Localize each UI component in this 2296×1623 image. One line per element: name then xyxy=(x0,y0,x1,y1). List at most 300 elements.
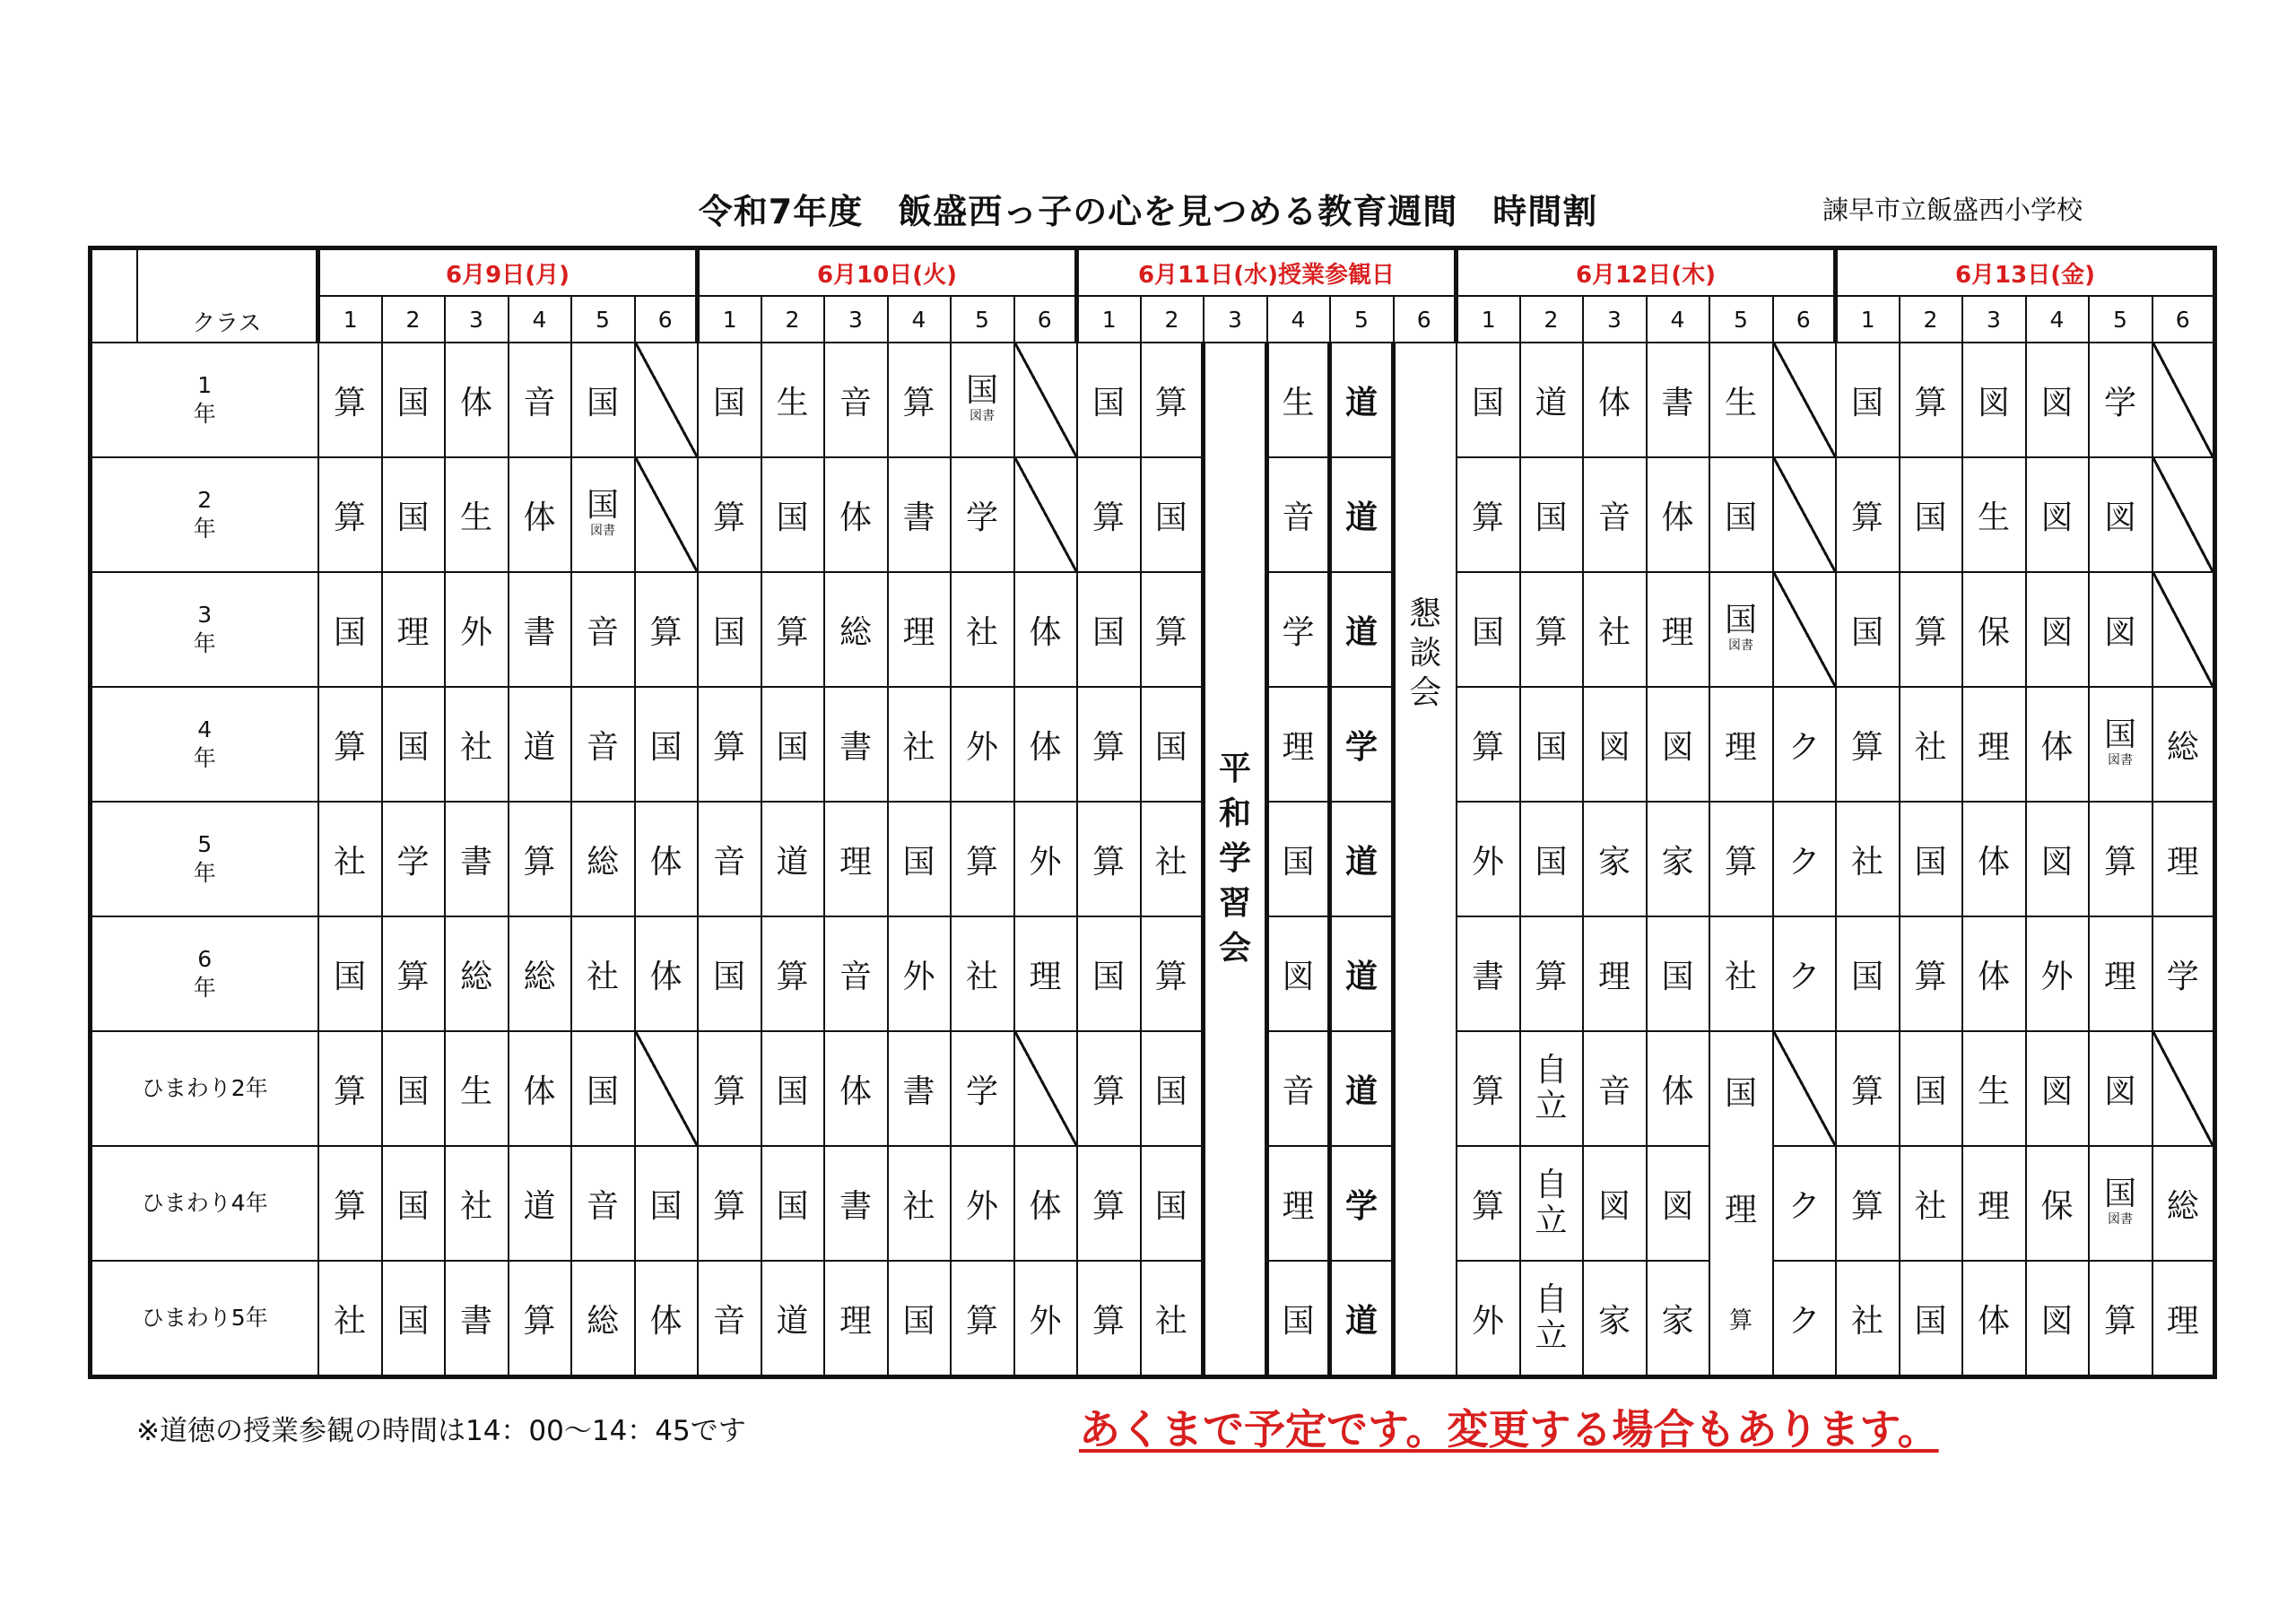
subject-label: 社 xyxy=(965,958,998,995)
subject-label: 音 xyxy=(586,613,619,651)
subject-cell xyxy=(1457,687,1520,802)
subject-label: 書 xyxy=(523,613,556,651)
subject-cell xyxy=(2152,1031,2215,1146)
subject-cell xyxy=(1267,343,1330,457)
subject-label: 外 xyxy=(1029,1302,1062,1340)
subject-label: 図 xyxy=(2040,1072,2074,1110)
subject-cell xyxy=(761,572,824,687)
subject-label: 国 xyxy=(1724,499,1757,536)
subject-cell xyxy=(888,457,951,572)
class-number: 6 xyxy=(197,946,213,972)
subject-label: 体 xyxy=(2040,728,2074,766)
subject-cell xyxy=(2026,687,2089,802)
subject-cell xyxy=(1900,687,1962,802)
subject-cell xyxy=(951,802,1014,916)
subject-cell xyxy=(1962,572,2026,687)
subject-label: 算 xyxy=(712,728,745,766)
subject-cell xyxy=(1520,687,1583,802)
subject-label: 理 xyxy=(1977,1187,2010,1225)
class-year: 年 xyxy=(193,516,216,542)
subject-cell xyxy=(2089,343,2152,457)
subject-label: 外 xyxy=(1471,1302,1504,1340)
subject-cell xyxy=(635,802,698,916)
subject-label xyxy=(2104,1176,2136,1227)
subject-label: 体 xyxy=(1029,728,1062,766)
class-number: 3 xyxy=(197,602,213,628)
subject-label: 図 xyxy=(1597,728,1631,766)
subject-label: 理 xyxy=(2166,843,2199,881)
subject-label: 社 xyxy=(1850,1302,1883,1340)
subject-cell xyxy=(635,916,698,1031)
subject-label: 体 xyxy=(649,1302,683,1340)
subject-label: 書 xyxy=(839,1187,872,1225)
parent-meeting-label: 懇談会 xyxy=(1409,595,1442,711)
subject-cell xyxy=(1836,687,1900,802)
period-number: 6 xyxy=(1394,296,1457,343)
subject-label: 社 xyxy=(1154,1302,1187,1340)
subject-cell xyxy=(1900,1261,1962,1377)
subject-label: 国 xyxy=(333,958,366,995)
subject-label: 算 xyxy=(2103,1302,2136,1340)
subject-cell xyxy=(571,457,635,572)
subject-cell xyxy=(1520,343,1583,457)
subject-label: 社 xyxy=(333,1302,366,1340)
subject-label: 国 xyxy=(712,958,745,995)
subject-label: 道 xyxy=(776,843,809,881)
subject-label: ク xyxy=(1787,958,1821,995)
subject-cell xyxy=(824,457,888,572)
subject-label: 音 xyxy=(712,1302,745,1340)
subject-cell xyxy=(1709,916,1773,1031)
subject-cell xyxy=(1457,802,1520,916)
subject-label: 算 xyxy=(333,1072,366,1110)
period-number: 5 xyxy=(1709,296,1773,343)
subject-cell xyxy=(951,1031,1014,1146)
subject-cell xyxy=(382,1146,445,1261)
subject-label: 図 xyxy=(2040,499,2074,536)
period-number: 1 xyxy=(1457,296,1520,343)
subject-label: 国 xyxy=(396,1072,430,1110)
subject-label: 体 xyxy=(839,499,872,536)
subject-label: 音 xyxy=(523,384,556,421)
subject-label: 社 xyxy=(586,958,619,995)
subject-label: ク xyxy=(1787,728,1821,766)
subject-cell xyxy=(1709,572,1773,687)
subject-cell xyxy=(1836,916,1900,1031)
subject-cell xyxy=(698,343,761,457)
subject-cell xyxy=(1962,1031,2026,1146)
subject-label: 学 xyxy=(1282,613,1315,651)
subject-cell xyxy=(888,687,951,802)
subject-label: 国 xyxy=(1850,958,1883,995)
subject-cell xyxy=(382,802,445,916)
subject-label: 算 xyxy=(1471,1187,1504,1225)
subject-label: 国 xyxy=(1535,728,1568,766)
subject-main: 国 xyxy=(586,486,619,524)
subject-cell xyxy=(1141,687,1204,802)
subject-label: 総 xyxy=(523,958,556,995)
subject-label: 算 xyxy=(1914,613,1947,651)
subject-cell xyxy=(318,343,382,457)
subject-label: 書 xyxy=(459,1302,492,1340)
library-sub-label: 図書 xyxy=(1727,638,1753,653)
subject-cell xyxy=(509,1031,571,1146)
subject-cell xyxy=(1962,343,2026,457)
subject-label: 国 xyxy=(396,1187,430,1225)
subject-label: 道 xyxy=(523,728,556,766)
subject-cell xyxy=(1457,916,1520,1031)
period-number: 3 xyxy=(824,296,888,343)
subject-cell xyxy=(888,1261,951,1377)
class-label xyxy=(91,1031,318,1146)
subject-label: 道 xyxy=(1535,384,1568,421)
subject-cell xyxy=(1962,687,2026,802)
subject-label: 算 xyxy=(1471,1072,1504,1110)
subject-cell xyxy=(1457,343,1520,457)
subject-cell xyxy=(1709,457,1773,572)
subject-label: 保 xyxy=(1977,613,2010,651)
subject-label: 算 xyxy=(1535,958,1568,995)
subject-cell xyxy=(2152,1261,2215,1377)
subject-label: 家 xyxy=(1661,1302,1694,1340)
subject-cell xyxy=(698,572,761,687)
class-label xyxy=(91,802,318,916)
subject-label xyxy=(587,488,619,538)
subject-cell xyxy=(1267,802,1330,916)
subject-label: 社 xyxy=(459,1187,492,1225)
subject-cell xyxy=(1900,1031,1962,1146)
subject-cell xyxy=(1520,1261,1583,1377)
subject-label: 理 xyxy=(839,1302,872,1340)
subject-cell xyxy=(1330,687,1394,802)
subject-cell xyxy=(1077,457,1141,572)
subject-label: 算 xyxy=(333,728,366,766)
subject-label: 道 xyxy=(1344,1302,1378,1340)
subject-label: 音 xyxy=(839,384,872,421)
subject-label: 体 xyxy=(1977,1302,2010,1340)
subject-cell xyxy=(571,572,635,687)
subject-label: 算 xyxy=(1091,1187,1125,1225)
subject-label: 国 xyxy=(1154,728,1187,766)
subject-cell xyxy=(2089,1031,2152,1146)
subject-cell xyxy=(1773,1261,1836,1377)
period-number: 6 xyxy=(635,296,698,343)
subject-cell xyxy=(2152,1146,2215,1261)
day-header: 6月10日(火) xyxy=(698,248,1077,297)
subject-cell xyxy=(761,802,824,916)
timetable xyxy=(88,246,2217,1379)
subject-label: 学 xyxy=(396,843,430,881)
subject-cell xyxy=(382,1261,445,1377)
subject-cell xyxy=(571,687,635,802)
subject-label: 算 xyxy=(776,613,809,651)
period-number: 6 xyxy=(1773,296,1836,343)
subject-cell xyxy=(509,802,571,916)
subject-label: 算 xyxy=(1728,1307,1752,1335)
subject-label: 社 xyxy=(1914,1187,1947,1225)
subject-cell xyxy=(571,1031,635,1146)
subject-label: 算 xyxy=(1154,958,1187,995)
subject-cell xyxy=(445,802,509,916)
subject-label: 理 xyxy=(902,613,935,651)
subject-label: 音 xyxy=(586,728,619,766)
subject-label: 音 xyxy=(1597,499,1631,536)
subject-label: 生 xyxy=(459,499,492,536)
class-label xyxy=(91,916,318,1031)
subject-label: 社 xyxy=(902,1187,935,1225)
subject-label: 国 xyxy=(776,499,809,536)
subject-label: 理 xyxy=(1282,728,1315,766)
subject-label: 家 xyxy=(1597,843,1631,881)
period-number: 4 xyxy=(509,296,571,343)
period-number: 2 xyxy=(1520,296,1583,343)
subject-label: 図 xyxy=(2040,384,2074,421)
subject-cell xyxy=(1330,457,1394,572)
subject-cell xyxy=(509,916,571,1031)
subject-label: 図 xyxy=(1661,1187,1694,1225)
subject-cell xyxy=(1520,802,1583,916)
subject-label: 自立 xyxy=(1535,1167,1568,1239)
subject-cell xyxy=(1962,457,2026,572)
subject-label: 算 xyxy=(902,384,935,421)
subject-cell xyxy=(509,1261,571,1377)
subject-label: 自立 xyxy=(1535,1052,1568,1124)
subject-label: 書 xyxy=(902,1072,935,1110)
subject-label: 生 xyxy=(1977,1072,2010,1110)
subject-cell xyxy=(318,916,382,1031)
subject-cell xyxy=(1709,802,1773,916)
subject-label: 算 xyxy=(712,1187,745,1225)
subject-cell xyxy=(1900,802,1962,916)
subject-cell xyxy=(1773,687,1836,802)
subject-label: 算 xyxy=(396,958,430,995)
subject-cell xyxy=(1267,687,1330,802)
subject-label: 図 xyxy=(2103,1072,2136,1110)
subject-label: 国 xyxy=(1282,1302,1315,1340)
subject-cell xyxy=(888,802,951,916)
subject-label: 理 xyxy=(1977,728,2010,766)
period-number: 1 xyxy=(698,296,761,343)
day-header: 6月11日(水)授業参観日 xyxy=(1077,248,1457,297)
subject-label: 算 xyxy=(333,1187,366,1225)
subject-main: 国 xyxy=(1724,601,1757,638)
subject-label: 算 xyxy=(649,613,683,651)
subject-cell xyxy=(1900,457,1962,572)
subject-cell xyxy=(1014,916,1077,1031)
class-year: 年 xyxy=(193,860,216,886)
class-year: ひまわり5年 xyxy=(141,1305,268,1331)
subject-label: 社 xyxy=(459,728,492,766)
subject-cell xyxy=(761,457,824,572)
peace-learning-cell xyxy=(1204,343,1267,1377)
subject-cell xyxy=(445,343,509,457)
merged-subject-stack xyxy=(1710,1032,1772,1371)
subject-label: 国 xyxy=(902,843,935,881)
subject-cell xyxy=(1330,1146,1394,1261)
subject-cell xyxy=(1014,1146,1077,1261)
period-number: 4 xyxy=(1267,296,1330,343)
subject-label: 社 xyxy=(333,843,366,881)
subject-label: 算 xyxy=(965,843,998,881)
subject-cell xyxy=(1520,1031,1583,1146)
subject-cell xyxy=(761,1031,824,1146)
library-sub-label: 図書 xyxy=(2107,1211,2133,1227)
subject-cell xyxy=(888,1031,951,1146)
subject-cell xyxy=(888,1146,951,1261)
subject-label: 理 xyxy=(2166,1302,2199,1340)
period-number: 2 xyxy=(761,296,824,343)
subject-label: 算 xyxy=(523,1302,556,1340)
subject-label: 学 xyxy=(2103,384,2136,421)
subject-label: 体 xyxy=(1661,499,1694,536)
subject-cell xyxy=(1583,572,1647,687)
subject-label xyxy=(1725,603,1757,653)
subject-cell xyxy=(1330,1031,1394,1146)
subject-label: 総 xyxy=(586,843,619,881)
subject-label: 図 xyxy=(1597,1187,1631,1225)
subject-label: 国 xyxy=(776,1187,809,1225)
period-number: 2 xyxy=(382,296,445,343)
period-number: 4 xyxy=(1647,296,1709,343)
subject-label: 道 xyxy=(1344,1072,1378,1110)
class-year: ひまわり4年 xyxy=(141,1190,268,1216)
class-label xyxy=(91,572,318,687)
subject-label: 国 xyxy=(1724,1074,1757,1112)
period-number: 6 xyxy=(2152,296,2215,343)
subject-label: 自立 xyxy=(1535,1281,1568,1354)
subject-label: 音 xyxy=(712,843,745,881)
subject-cell xyxy=(1330,572,1394,687)
subject-cell xyxy=(824,1261,888,1377)
subject-label: 社 xyxy=(965,613,998,651)
subject-cell xyxy=(1014,1031,1077,1146)
class-label xyxy=(91,687,318,802)
class-header: クラス xyxy=(137,248,318,343)
subject-cell xyxy=(1647,687,1709,802)
subject-label: 国 xyxy=(712,384,745,421)
library-sub-label: 図書 xyxy=(589,523,615,538)
subject-cell xyxy=(1836,457,1900,572)
subject-cell xyxy=(951,1146,1014,1261)
period-number: 3 xyxy=(1583,296,1647,343)
subject-cell xyxy=(2026,1031,2089,1146)
subject-label: 総 xyxy=(2166,1187,2199,1225)
subject-cell xyxy=(2026,1261,2089,1377)
subject-label: 算 xyxy=(523,843,556,881)
subject-label: 生 xyxy=(1977,499,2010,536)
subject-label: 国 xyxy=(1914,499,1947,536)
subject-label: 理 xyxy=(1597,958,1631,995)
subject-label: 音 xyxy=(586,1187,619,1225)
subject-cell xyxy=(1457,457,1520,572)
subject-label: 体 xyxy=(1029,1187,1062,1225)
subject-label: 体 xyxy=(1661,1072,1694,1110)
subject-label: 音 xyxy=(1597,1072,1631,1110)
subject-label: 外 xyxy=(459,613,492,651)
subject-label: 国 xyxy=(586,1072,619,1110)
subject-cell xyxy=(1773,916,1836,1031)
subject-cell xyxy=(445,916,509,1031)
subject-cell xyxy=(2026,916,2089,1031)
subject-label: 国 xyxy=(902,1302,935,1340)
subject-label: 国 xyxy=(1535,499,1568,536)
subject-label: 理 xyxy=(839,843,872,881)
subject-cell xyxy=(2152,916,2215,1031)
subject-cell xyxy=(509,457,571,572)
subject-label: 国 xyxy=(396,728,430,766)
subject-label: 学 xyxy=(965,1072,998,1110)
subject-label: 総 xyxy=(839,613,872,651)
subject-label: 算 xyxy=(1535,613,1568,651)
subject-cell xyxy=(1141,916,1204,1031)
subject-label xyxy=(2104,717,2136,768)
subject-cell xyxy=(1962,1146,2026,1261)
subject-label: 音 xyxy=(1282,499,1315,536)
subject-label: 算 xyxy=(1471,499,1504,536)
subject-label: 体 xyxy=(839,1072,872,1110)
subject-cell xyxy=(1457,572,1520,687)
subject-label: 生 xyxy=(1724,384,1757,421)
subject-cell xyxy=(1647,1146,1709,1261)
subject-label: 体 xyxy=(1977,843,2010,881)
class-label xyxy=(91,343,318,457)
subject-cell xyxy=(445,687,509,802)
subject-label: 図 xyxy=(2103,499,2136,536)
subject-cell xyxy=(824,572,888,687)
period-number: 1 xyxy=(1077,296,1141,343)
class-year: ひまわり2年 xyxy=(141,1075,268,1101)
subject-label: 総 xyxy=(586,1302,619,1340)
subject-label: 国 xyxy=(1154,499,1187,536)
subject-cell xyxy=(1141,1031,1204,1146)
subject-main: 国 xyxy=(2103,1175,2136,1212)
subject-label: 図 xyxy=(2040,613,2074,651)
subject-cell xyxy=(2152,572,2215,687)
subject-label: 理 xyxy=(1029,958,1062,995)
subject-cell xyxy=(1077,916,1141,1031)
subject-label: 図 xyxy=(2040,1302,2074,1340)
class-label xyxy=(91,457,318,572)
subject-cell xyxy=(1014,802,1077,916)
class-year: 年 xyxy=(193,630,216,656)
subject-label: 算 xyxy=(1091,1072,1125,1110)
peace-learning-label: 平和学習会 xyxy=(1219,751,1252,967)
subject-label: 外 xyxy=(2040,958,2074,995)
subject-cell xyxy=(1583,1031,1647,1146)
subject-cell xyxy=(1141,1146,1204,1261)
subject-cell xyxy=(1267,1146,1330,1261)
parent-meeting-cell xyxy=(1394,343,1457,1377)
subject-label: 国 xyxy=(1535,843,1568,881)
subject-label: 国 xyxy=(1091,384,1125,421)
subject-cell xyxy=(1709,687,1773,802)
subject-cell xyxy=(951,457,1014,572)
day-header: 6月13日(金) xyxy=(1836,248,2215,297)
subject-cell xyxy=(1330,916,1394,1031)
subject-cell xyxy=(1520,457,1583,572)
subject-label: 体 xyxy=(649,843,683,881)
subject-label: 外 xyxy=(1029,843,1062,881)
subject-cell xyxy=(382,457,445,572)
class-number: 5 xyxy=(197,831,213,857)
subject-cell xyxy=(1141,343,1204,457)
subject-label: 算 xyxy=(1914,384,1947,421)
subject-label: 国 xyxy=(396,1302,430,1340)
subject-cell xyxy=(318,687,382,802)
subject-cell xyxy=(888,572,951,687)
subject-cell xyxy=(509,687,571,802)
subject-label: 道 xyxy=(1344,499,1378,536)
